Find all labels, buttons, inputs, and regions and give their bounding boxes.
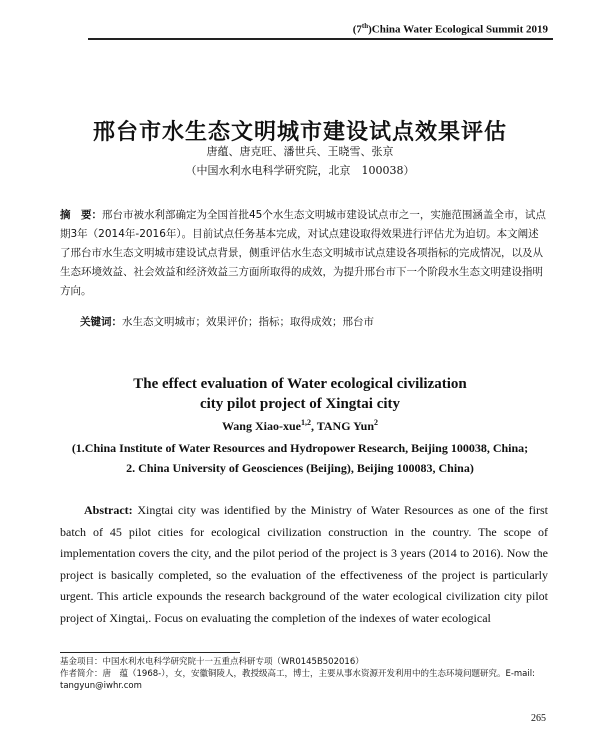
page-number: 265 xyxy=(531,713,546,724)
english-abstract-text: Xingtai city was identified by the Ministry of Water Resources as one of the first batch of 45 pilot cities for ecological civilization construction in the country. The scope of implementation covers the city, and the pilot period of the project is 3 years (2014 to 2016). Now the project is basically completed, so the evaluation of the effectiveness of the project is particularly urgent. This article expounds the research background of the water ecological civilization city pilot project of Xingtai,. Focus on evaluating the completion of the indexes of water ecological xyxy=(60,503,548,625)
chinese-abstract-text: 邢台市被水利部确定为全国首批45个水生态文明城市建设试点市之一，实施范围涵盖全市，试点期3年（2014年-2016年）。目前试点任务基本完成，对试点建设取得效果进行评估尤为迫切。本文阐述了邢台市水生态文明城市建设试点背景，侧重评估水生态文明城市试点建设各项指标的完成情况，以及从生态环境效益、社会效益和经济效益三方面所取得的成效，为提升邢台市下一个阶段水生态文明建设指明方向。 xyxy=(60,209,546,297)
english-title xyxy=(0,374,600,414)
chinese-authors: 唐蕴、唐克旺、潘世兵、王晓雪、张京 xyxy=(206,145,394,158)
chinese-keywords-text: 水生态文明城市；效果评价；指标；取得成效；邢台市 xyxy=(122,316,374,328)
english-affiliation-line-2: 2. China University of Geosciences (Beijing), Beijing 100083, China) xyxy=(126,461,474,475)
chinese-keywords xyxy=(80,314,548,329)
footnote-rule xyxy=(60,652,240,653)
english-title-line-2: city pilot project of Xingtai city xyxy=(199,396,401,412)
chinese-keywords-label: 关键词： xyxy=(80,316,122,328)
english-abstract xyxy=(60,500,548,629)
header-rule xyxy=(48,38,553,40)
footnote-author-bio: 作者简介：唐 蕴（1968-），女，安徽铜陵人，教授级高工，博士，主要从事水资源开发利用中的生态环境问题研究。E-mail: xyxy=(60,669,535,679)
english-authors: Wang Xiao-xue$^{1,2}$, TANG Yun$^2$ xyxy=(221,418,379,433)
header-rule-gap xyxy=(48,38,88,40)
english-affiliation xyxy=(0,438,600,478)
footnote-email: tangyun@iwhr.com xyxy=(60,681,142,691)
running-head: (7th)China Water Ecological Summit 2019 xyxy=(352,22,548,36)
chinese-abstract xyxy=(60,206,548,301)
chinese-affiliation: （中国水利水电科学研究院，北京 100038） xyxy=(185,164,415,177)
chinese-abstract-label: 摘 要： xyxy=(60,209,102,221)
english-title-line-1: The effect evaluation of Water ecological civilization xyxy=(133,376,467,392)
footnote-funding: 基金项目：中国水利水电科学研究院十一五重点科研专项（WR0145B502016） xyxy=(60,657,364,667)
chinese-title: 邢台市水生态文明城市建设试点效果评估 xyxy=(92,120,507,145)
english-abstract-label: Abstract: xyxy=(84,503,133,517)
footnote xyxy=(60,656,550,692)
english-affiliation-line-1: (1.China Institute of Water Resources and Hydropower Research, Beijing 100038, China; xyxy=(71,441,529,455)
